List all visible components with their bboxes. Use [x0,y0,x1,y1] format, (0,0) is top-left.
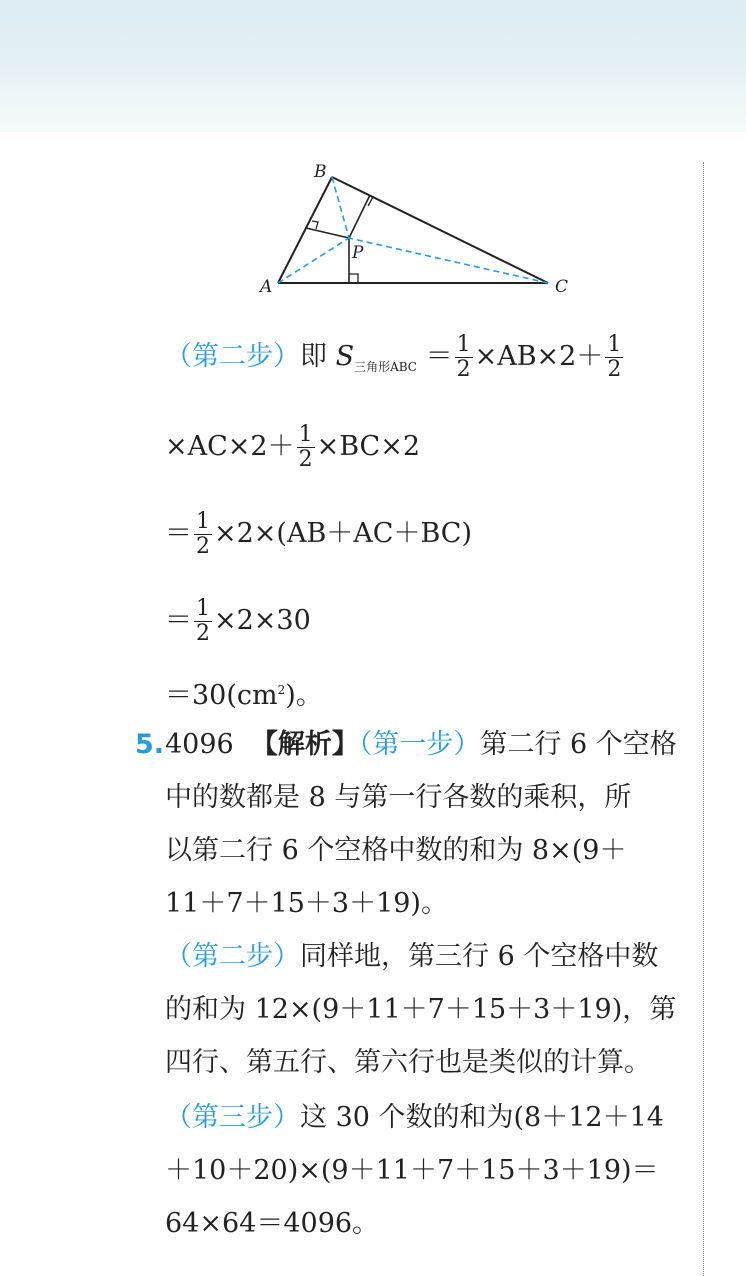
formula-line-3 [165,510,472,559]
result-end: )。 [285,680,323,711]
label-b: B [314,162,327,182]
q5-line-7: 四行、第五行、第六行也是类似的计算。 [165,1047,651,1078]
q5-answer: 4096 [165,729,234,760]
formula-line-1 [165,333,625,387]
result-text: ＝30(cm [165,680,278,711]
q5-line-1 [165,725,677,765]
fraction-half: $\frac{1}{2}$ [298,422,313,472]
product-expression: ×2×30 [214,605,311,636]
triangle-figure [250,155,590,305]
ji-text: 即 [300,341,327,372]
edge-ab [278,177,332,283]
step1-label: （第一步） [358,729,481,760]
equals: ＝ [425,341,453,372]
fraction-half: $\frac{1}{2}$ [196,596,210,646]
ac-term: ×AC×2＋ [165,431,295,462]
label-p: P [352,243,364,263]
bc-term: ×BC×2 [316,431,421,462]
q5-line-5 [165,937,658,977]
right-angle-ac [349,274,358,283]
sum-expression: ×2×(AB＋AC＋BC) [214,518,472,549]
fraction-half-2: $\frac{1}{2}$ [607,332,622,382]
q5-line-3: 以第二行 6 个空格中数的和为 8×(9＋ [165,835,627,866]
step2-label: （第二步） [165,341,300,372]
dash-pb [332,177,349,238]
q5-line-6: 的和为 12×(9＋11＋7＋15＋3＋19)，第 [165,994,677,1025]
s-subscript: 三角形ABC [354,360,417,374]
perp-to-bc [349,195,370,238]
q5-text-1: 第二行 6 个空格 [480,729,677,760]
formula-line-2 [165,423,420,472]
perp-to-ab [306,228,349,238]
step2-label-q5: （第二步） [165,941,300,972]
analysis-label: 【解析】 [250,729,359,760]
square-superscript: 2 [277,683,286,697]
right-angle-ab [312,221,318,229]
cut-line [703,162,704,1276]
fraction-half: $\frac{1}{2}$ [196,509,210,559]
q5-text-5: 同样地，第三行 6 个空格中数 [300,941,659,972]
s-symbol: S [335,341,355,372]
q5-line-8 [165,1098,664,1138]
formula-line-4 [165,597,311,646]
q5-line-2: 中的数都是 8 与第一行各数的乘积，所 [165,782,632,813]
formula-line-5 [165,670,323,716]
label-c: C [555,277,569,297]
fraction-half: $\frac{1}{2}$ [456,332,471,382]
ab-term: ×AB×2＋ [474,341,604,372]
dash-pc [349,238,548,283]
question-number: 5. [135,729,165,760]
q5-line-4: 11＋7＋15＋3＋19)。 [165,888,448,919]
q5-line-10: 64×64＝4096。 [165,1208,380,1239]
equals: ＝ [165,605,192,636]
q5-line-9: ＋10＋20)×(9＋11＋7＋15＋3＋19)＝ [165,1155,659,1186]
q5-text-8: 这 30 个数的和为(8＋12＋14 [300,1102,664,1133]
step3-label: （第三步） [165,1102,300,1133]
label-a: A [260,277,273,297]
top-header-band [0,0,746,132]
equals: ＝ [165,518,192,549]
